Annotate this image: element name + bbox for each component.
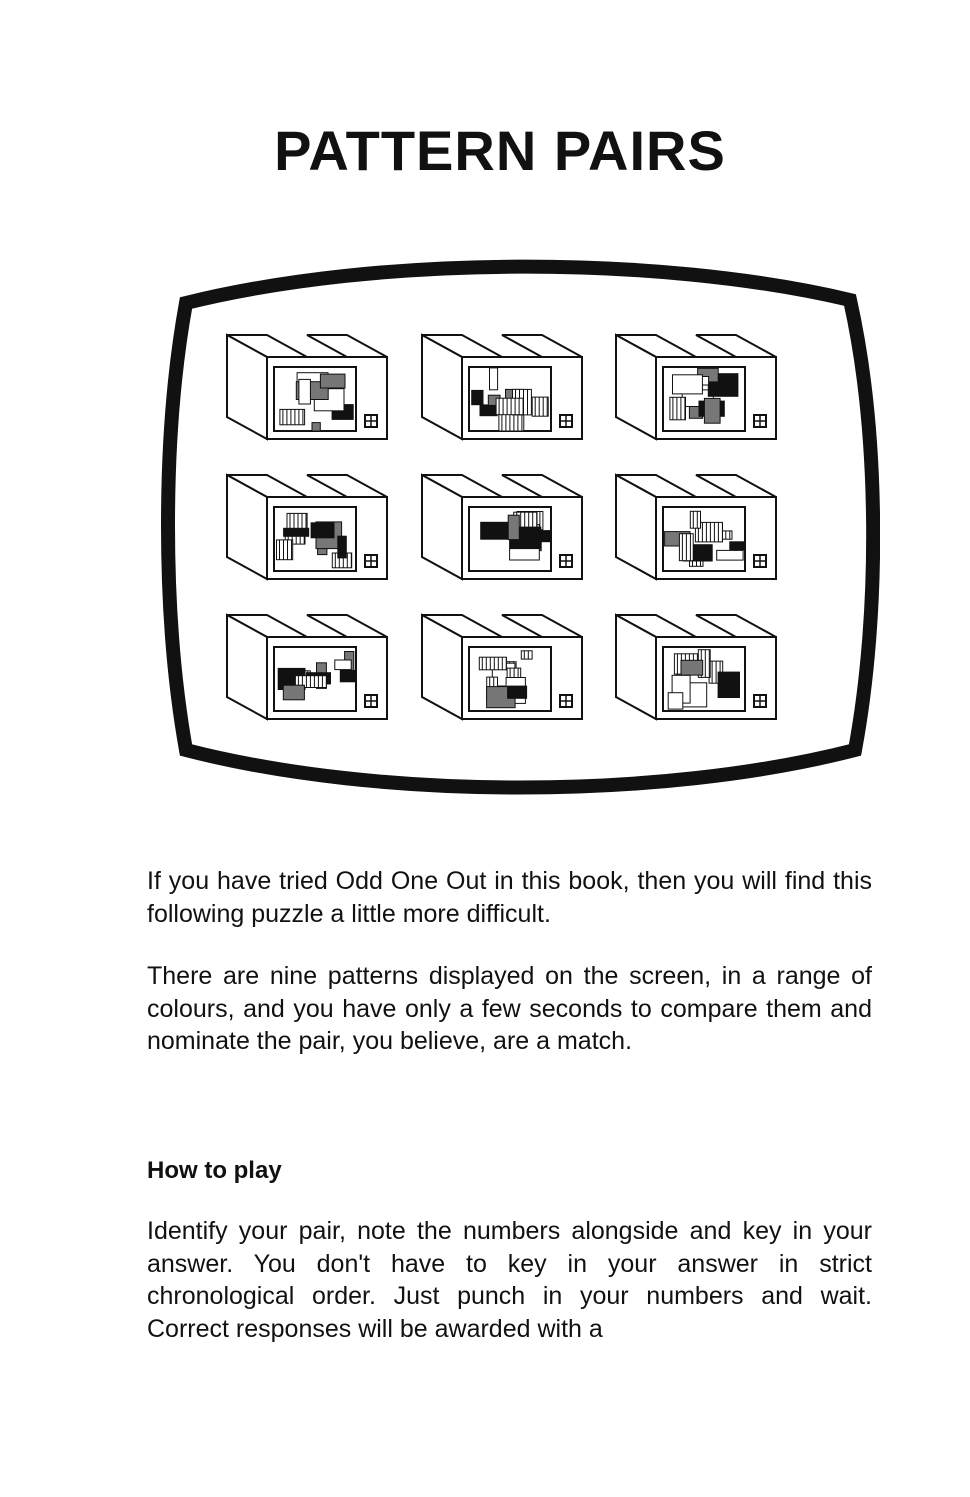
- pattern-cabinet-icon: [422, 335, 582, 439]
- pattern-cabinet-icon: [616, 615, 776, 719]
- how-to-play-heading: How to play: [147, 1157, 282, 1184]
- pattern-cabinet-icon: [227, 615, 387, 719]
- pattern-cabinet-icon: [227, 335, 387, 439]
- pattern-cabinet-icon: [422, 615, 582, 719]
- tv-screen-illustration: [160, 255, 880, 800]
- pattern-cabinet-icon: [227, 475, 387, 579]
- pattern-cabinet-icon: [616, 475, 776, 579]
- intro-paragraph: If you have tried Odd One Out in this book, then you will find this following puzzle a little more difficult.: [147, 867, 872, 928]
- pattern-cabinet-icon: [616, 335, 776, 439]
- page-title: PATTERN PAIRS: [274, 119, 726, 182]
- instructions-paragraph: Identify your pair, note the numbers alongside and key in your answer. You don't have to key in your answer in strict chronological order. Just punch in your numbers and wait. Correct responses will be awarded with a: [147, 1217, 872, 1343]
- description-paragraph: There are nine patterns displayed on the screen, in a range of colours, and you have only a few seconds to compare them and nominate the pair, you believe, are a match.: [147, 962, 872, 1055]
- pattern-cabinet-icon: [422, 475, 582, 579]
